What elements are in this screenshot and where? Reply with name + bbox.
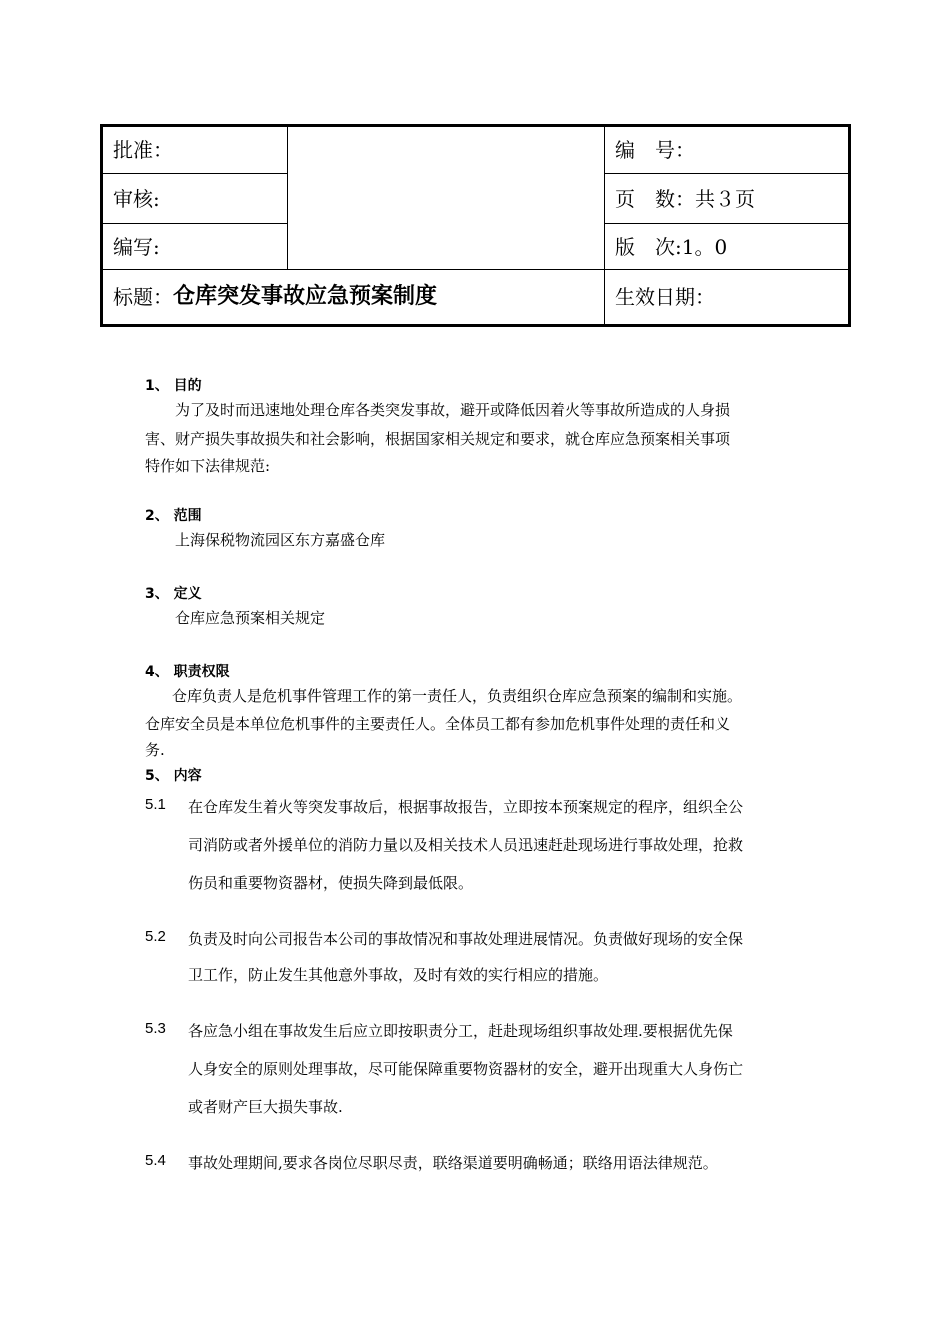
item-line: 人身安全的原则处理事故，尽可能保障重要物资器材的安全，避开出现重大人身伤亡 [188, 1060, 744, 1078]
section-heading-definition: 3、 定义 [145, 586, 202, 602]
item-line: 负责及时向公司报告本公司的事故情况和事故处理进展情况。负责做好现场的安全保 [188, 930, 744, 948]
item-line: 或者财产巨大损失事故. [188, 1098, 343, 1116]
item-number: 5.4 [145, 1152, 166, 1169]
item-line: 在仓库发生着火等突发事故后，根据事故报告，立即按本预案规定的程序，组织全公 [188, 798, 744, 816]
effective-date-label: 生效日期： [615, 285, 715, 309]
item-line: 司消防或者外援单位的消防力量以及相关技术人员迅速赶赴现场进行事故处理，抢救 [188, 836, 744, 854]
author-label: 编写: [113, 234, 160, 259]
paragraph-line: 仓库安全员是本单位危机事件的主要责任人。全体员工都有参加危机事件处理的责任和义 [145, 715, 731, 733]
section-heading-purpose: 1、 目的 [145, 378, 202, 394]
section-heading-responsibility: 4、 职责权限 [145, 664, 230, 680]
item-number: 5.3 [145, 1020, 166, 1037]
paragraph-line: 害、财产损失事故损失和社会影响，根据国家相关规定和要求，就仓库应急预案相关事项 [145, 430, 731, 448]
item-line: 伤员和重要物资器材，使损失降到最低限。 [188, 874, 474, 892]
review-label: 审核: [113, 186, 160, 211]
item-number: 5.1 [145, 796, 166, 813]
paragraph-line: 仓库负责人是危机事件管理工作的第一责任人，负责组织仓库应急预案的编制和实施。 [172, 687, 743, 705]
section-heading-scope: 2、 范围 [145, 508, 202, 524]
document-title: 仓库突发事故应急预案制度 [173, 284, 438, 309]
table-divider [287, 127, 288, 269]
item-line: 卫工作，防止发生其他意外事故，及时有效的实行相应的措施。 [188, 966, 609, 984]
item-line: 事故处理期间,要求各岗位尽职尽责，联络渠道要明确畅通；联络用语法律规范。 [188, 1154, 718, 1172]
section-heading-content: 5、 内容 [145, 768, 202, 784]
paragraph-line: 上海保税物流园区东方嘉盛仓库 [175, 531, 386, 549]
paragraph-line: 务. [145, 741, 165, 759]
version-label: 版 次:1。0 [615, 234, 728, 259]
item-number: 5.2 [145, 928, 166, 945]
document-header-table [100, 124, 851, 327]
page-count-label: 页 数：共３页 [615, 186, 755, 211]
paragraph-line: 为了及时而迅速地处理仓库各类突发事故，避开或降低因着火等事故所造成的人身损 [175, 401, 731, 419]
item-line: 各应急小组在事故发生后应立即按职责分工，赶赴现场组织事故处理.要根据优先保 [188, 1022, 733, 1040]
paragraph-line: 仓库应急预案相关规定 [175, 609, 326, 627]
paragraph-line: 特作如下法律规范: [145, 457, 271, 475]
approve-label: 批准： [113, 138, 173, 162]
title-row [103, 270, 604, 324]
document-number-label: 编 号： [615, 138, 695, 162]
title-label: 标题： [113, 285, 173, 309]
